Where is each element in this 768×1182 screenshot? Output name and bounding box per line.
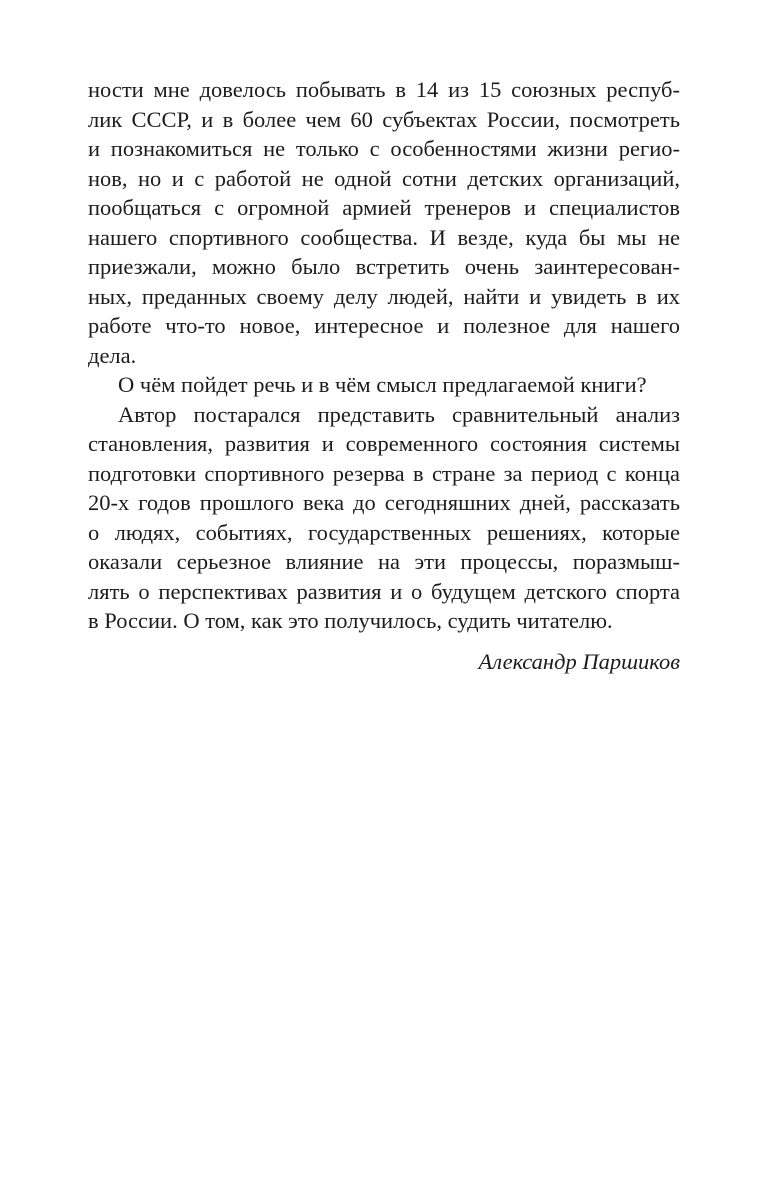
text-line: Автор постарался представить сравнительный анализ — [118, 401, 680, 427]
text-line: подготовки спортивного резерва в стране за период с конца — [88, 460, 680, 486]
text-line: ных, преданных своему делу людей, найти и увидеть в их — [88, 283, 680, 309]
text-line: в России. О том, как это получилось, судить читателю. — [88, 608, 613, 633]
text-line: и познакомиться не только с особенностями жизни регио- — [88, 136, 680, 161]
text-line: дела. — [88, 342, 137, 368]
body-text — [88, 75, 680, 636]
paragraph-2 — [88, 370, 680, 400]
text-line: пообщаться с огромной армией тренеров и специалистов — [88, 195, 680, 220]
text-line: нашего спортивного сообщества. И везде, куда бы мы не — [88, 224, 680, 250]
text-line: О чём пойдет речь и в чём смысл предлагаемой книги? — [118, 372, 647, 397]
text-line: лик СССР, и в более чем 60 субъектах России, посмотреть — [88, 106, 680, 132]
text-line: лять о перспективах развития и о будущем детского спорта — [88, 578, 680, 604]
text-line: о людях, событиях, государственных решениях, которые — [88, 519, 680, 545]
text-line: 20-х годов прошлого века до сегодняшних дней, рассказать — [88, 490, 680, 515]
text-line: нов, но и с работой не одной сотни детских организаций, — [88, 165, 680, 191]
text-line: ности мне довелось побывать в 14 из 15 союзных респуб- — [88, 77, 680, 102]
text-line: становления, развития и современного состояния системы — [88, 431, 680, 456]
text-line: работе что-то новое, интересное и полезное для нашего — [88, 313, 680, 338]
text-line: приезжали, можно было встретить очень заинтересован- — [88, 254, 680, 279]
text-line: оказали серьезное влияние на эти процессы, поразмыш- — [88, 549, 680, 574]
paragraph-3 — [88, 400, 680, 636]
paragraph-1 — [88, 75, 680, 370]
author-signature: Александр Паршиков — [478, 649, 680, 674]
